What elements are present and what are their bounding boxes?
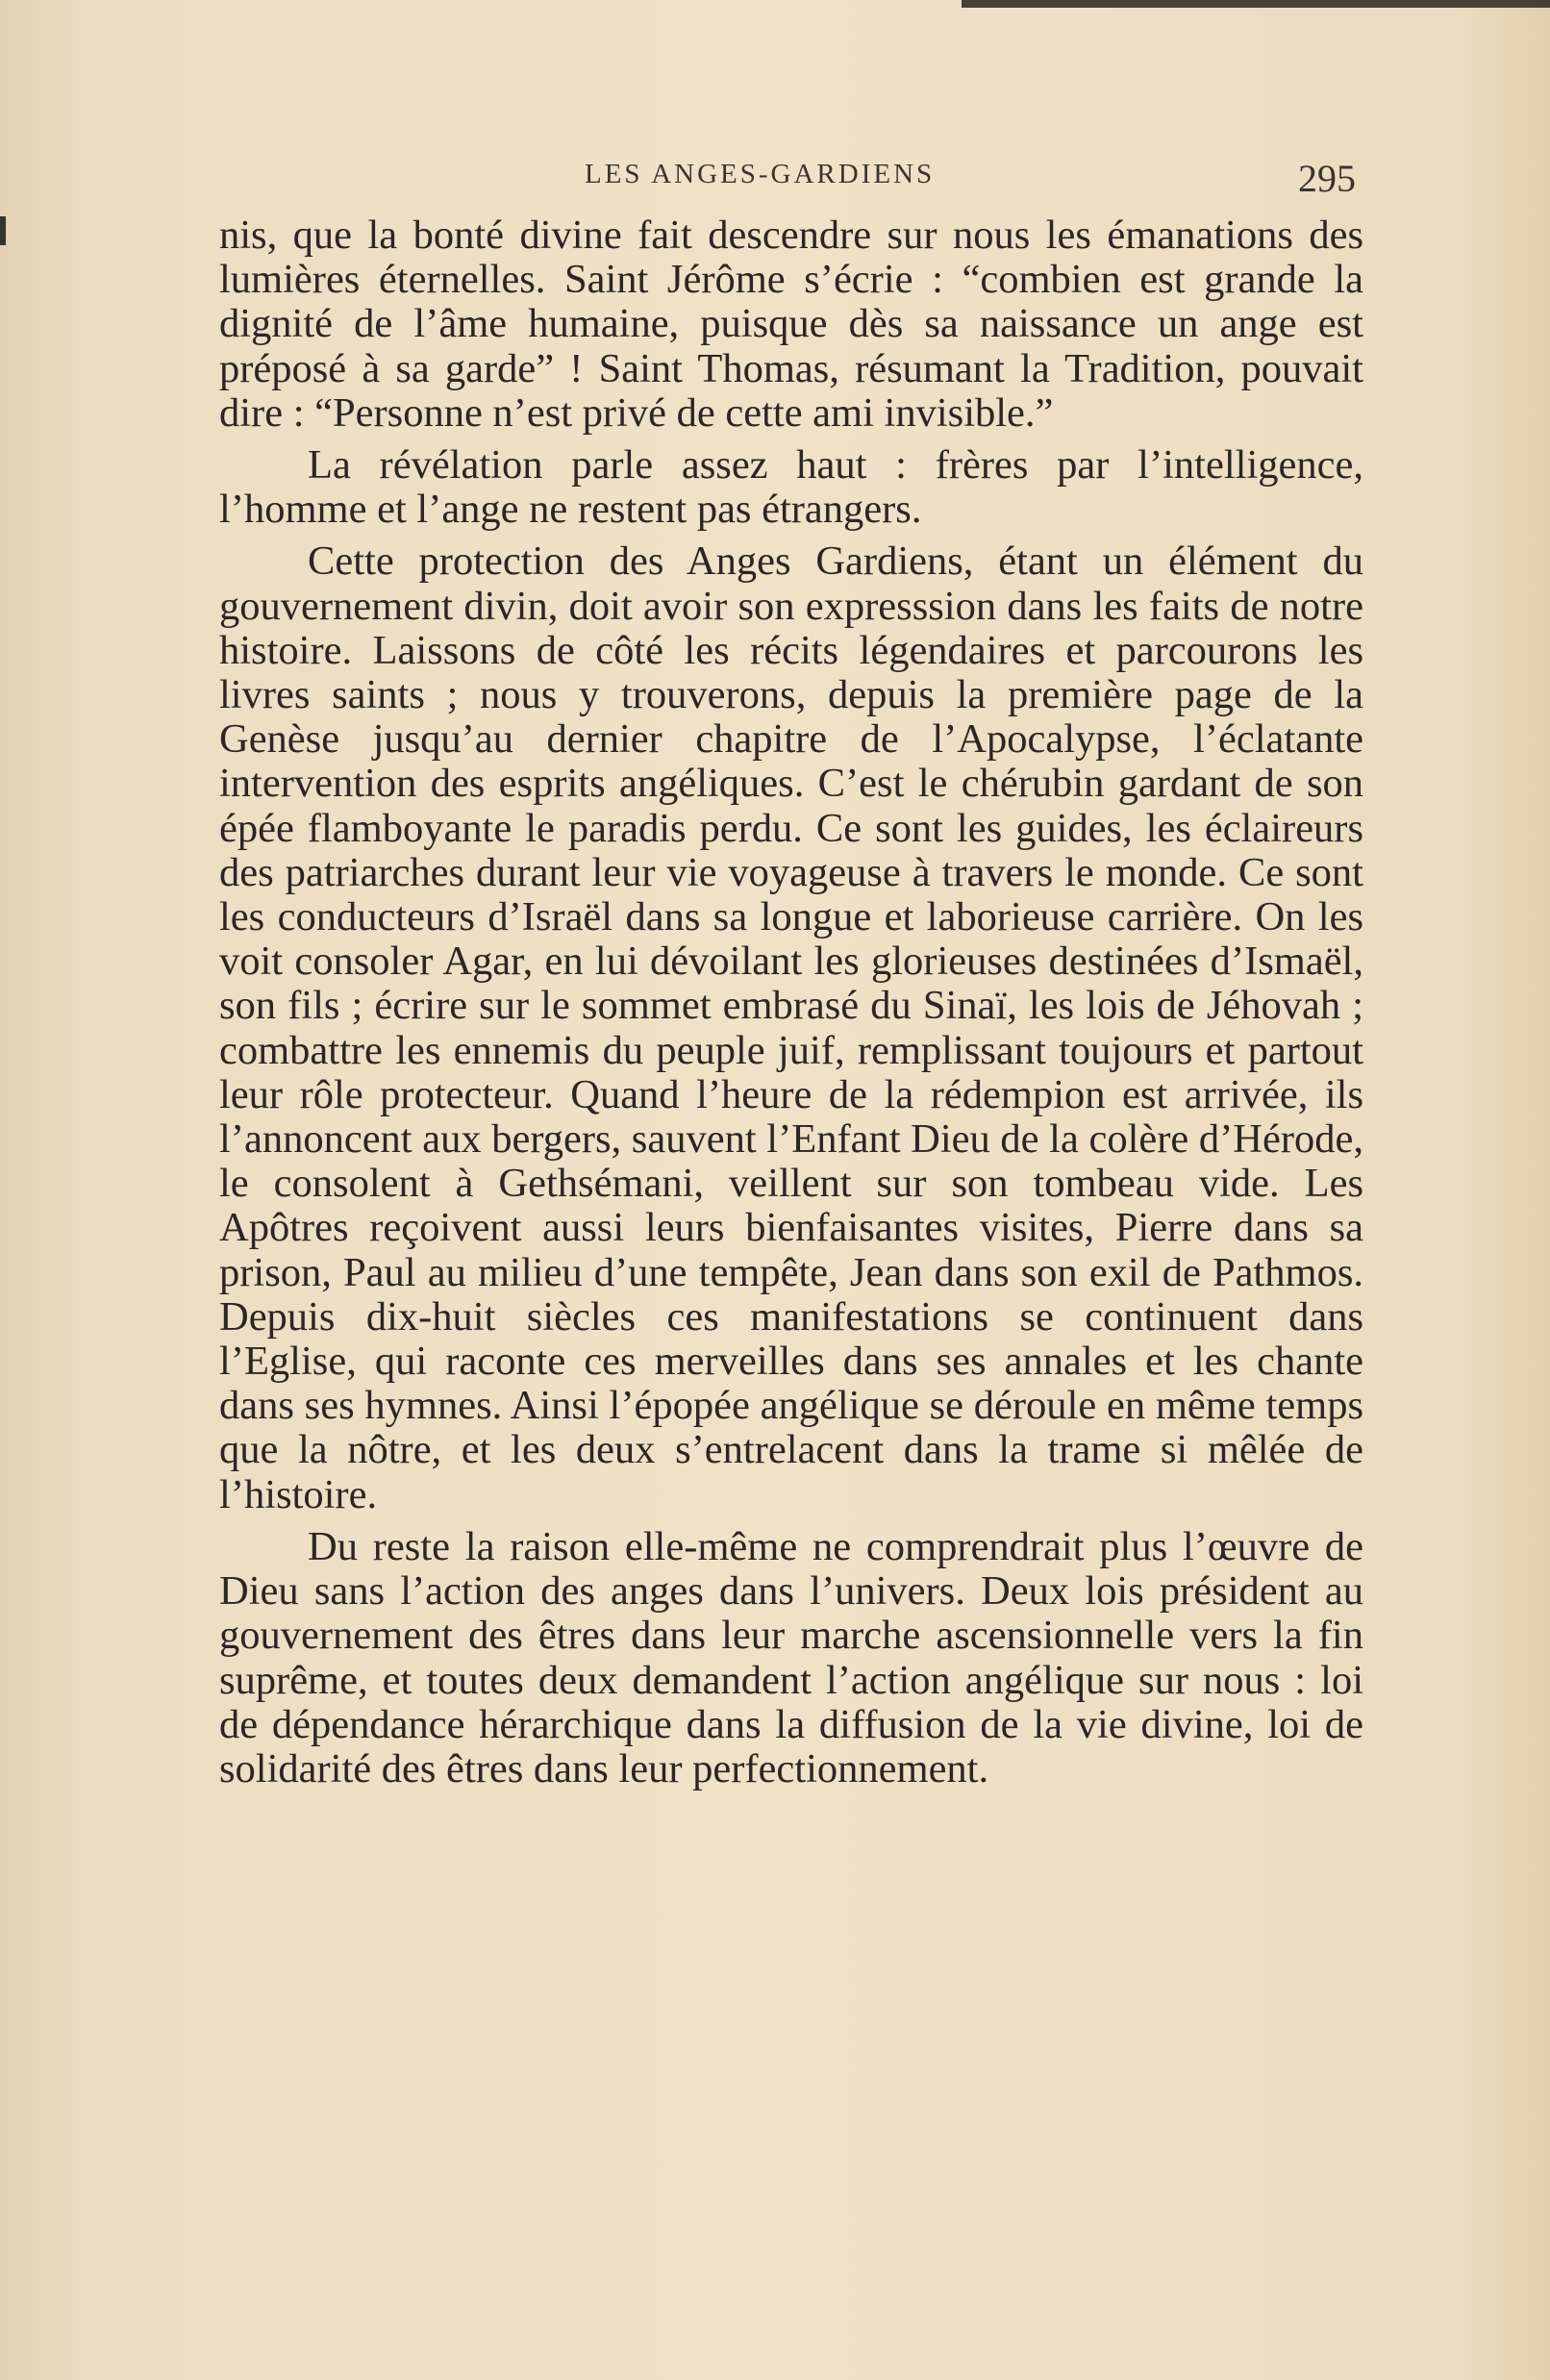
running-title: LES ANGES-GARDIENS bbox=[585, 159, 936, 189]
paragraph-2: La révélation parle assez haut : frères par l’intelligence, l’homme et l’ange ne restent pas étrangers. bbox=[219, 442, 1363, 533]
body-text bbox=[219, 213, 1363, 1791]
spine-mark bbox=[0, 216, 6, 245]
paragraph-4: Du reste la raison elle-même ne comprendrait plus l’œuvre de Dieu sans l’action des anges dans l’univers. Deux lois président au gouvernement des êtres dans leur marche ascensionnelle vers la fin suprême, et toutes deux demandent l’action angélique sur nous : loi de dépendance hérarchique dans la diffusion de la vie divine, loi de solidarité des êtres dans leur perfectionnement. bbox=[219, 1523, 1363, 1791]
paragraph-1: nis, que la bonté divine fait descendre sur nous les émanations des lumières éternelles. Saint Jérôme s’écrie : “combien est grande la dignité de l’âme humaine, puisque dès sa naissance un ange est préposé à sa garde” ! Saint Thomas, résumant la Tradition, pouvait dire : “Personne n’est privé de cette ami invisible.” bbox=[219, 213, 1363, 436]
top-edge-rule bbox=[962, 0, 1550, 8]
page-number: 295 bbox=[1298, 157, 1356, 200]
paragraph-3: Cette protection des Anges Gardiens, étant un élément du gouvernement divin, doit avoir son expresssion dans les faits de notre histoire. Laissons de côté les récits légendaires et parcourons les livres saints ; nous y trouverons, depuis la première page de la Genèse jusqu’au dernier chapitre de l’Apocalypse, l’éclatante intervention des esprits angéliques. C’est le chérubin gardant de son épée flamboyante le paradis perdu. Ce sont les guides, les éclaireurs des patriarches durant leur vie voyageuse à travers le monde. Ce sont les conducteurs d’Israël dans sa longue et laborieuse carrière. On les voit consoler Agar, en lui dévoilant les glorieuses destinées d’Ismaël, son fils ; écrire sur le sommet embrasé du Sinaï, les lois de Jéhovah ; combattre les ennemis du peuple juif, remplissant toujours et partout leur rôle protecteur. Quand l’heure de la rédempion est arrivée, ils l’annoncent aux bergers, sauvent l’Enfant Dieu de la colère d’Hérode, le consolent à Gethsémani, veillent sur son tombeau vide. Les Apôtres reçoivent aussi leurs bienfaisantes visites, Pierre dans sa prison, Paul au milieu d’une tempête, Jean dans son exil de Pathmos. Depuis dix-huit siècles ces manifestations se continuent dans l’Eglise, qui raconte ces merveilles dans ses annales et les chante dans ses hymnes. Ainsi l’épopée angélique se déroule en même temps que la nôtre, et les deux s’entrelacent dans la trame si mêlée de l’histoire. bbox=[219, 539, 1363, 1517]
